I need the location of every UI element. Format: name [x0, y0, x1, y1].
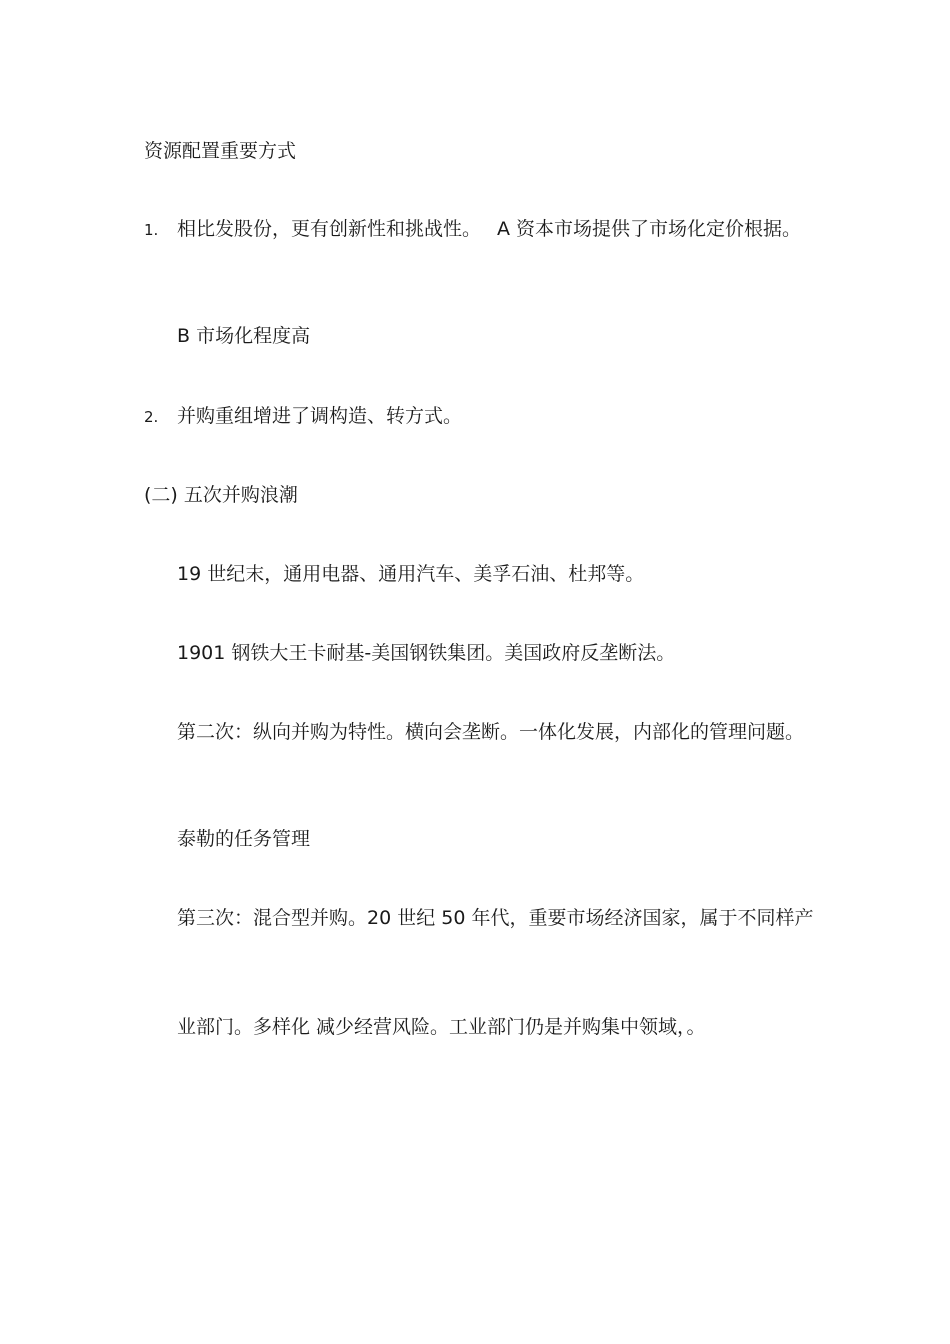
- paragraph-3: 第二次：纵向并购为特性。横向会垄断。一体化发展，内部化的管理问题。: [177, 721, 805, 743]
- paragraph-6: 业部门。多样化 减少经营风险。工业部门仍是并购集中领域，。: [177, 1016, 706, 1038]
- paragraph-4: 泰勒的任务管理: [177, 828, 311, 850]
- section-title: (二) 五次并购浪潮: [144, 484, 298, 506]
- list-item-1-a: A 资本市场提供了市场化定价根据。: [497, 218, 802, 240]
- list-item-1-b: B 市场化程度高: [177, 325, 311, 347]
- list-number-1: 1.: [144, 221, 159, 239]
- list-item-1: [177, 216, 801, 242]
- paragraph-1: 19 世纪末，通用电器、通用汽车、美孚石油、杜邦等。: [177, 563, 645, 585]
- list-item-1-text: 相比发股份，更有创新性和挑战性。: [177, 218, 482, 240]
- list-item-2: 并购重组增进了调构造、转方式。: [177, 405, 463, 427]
- paragraph-5: 第三次：混合型并购。20 世纪 50 年代，重要市场经济国家，属于不同样产: [177, 907, 814, 929]
- heading: 资源配置重要方式: [144, 140, 297, 162]
- paragraph-2: 1901 钢铁大王卡耐基-美国钢铁集团。美国政府反垄断法。: [177, 642, 676, 664]
- list-number-2: 2.: [144, 408, 159, 426]
